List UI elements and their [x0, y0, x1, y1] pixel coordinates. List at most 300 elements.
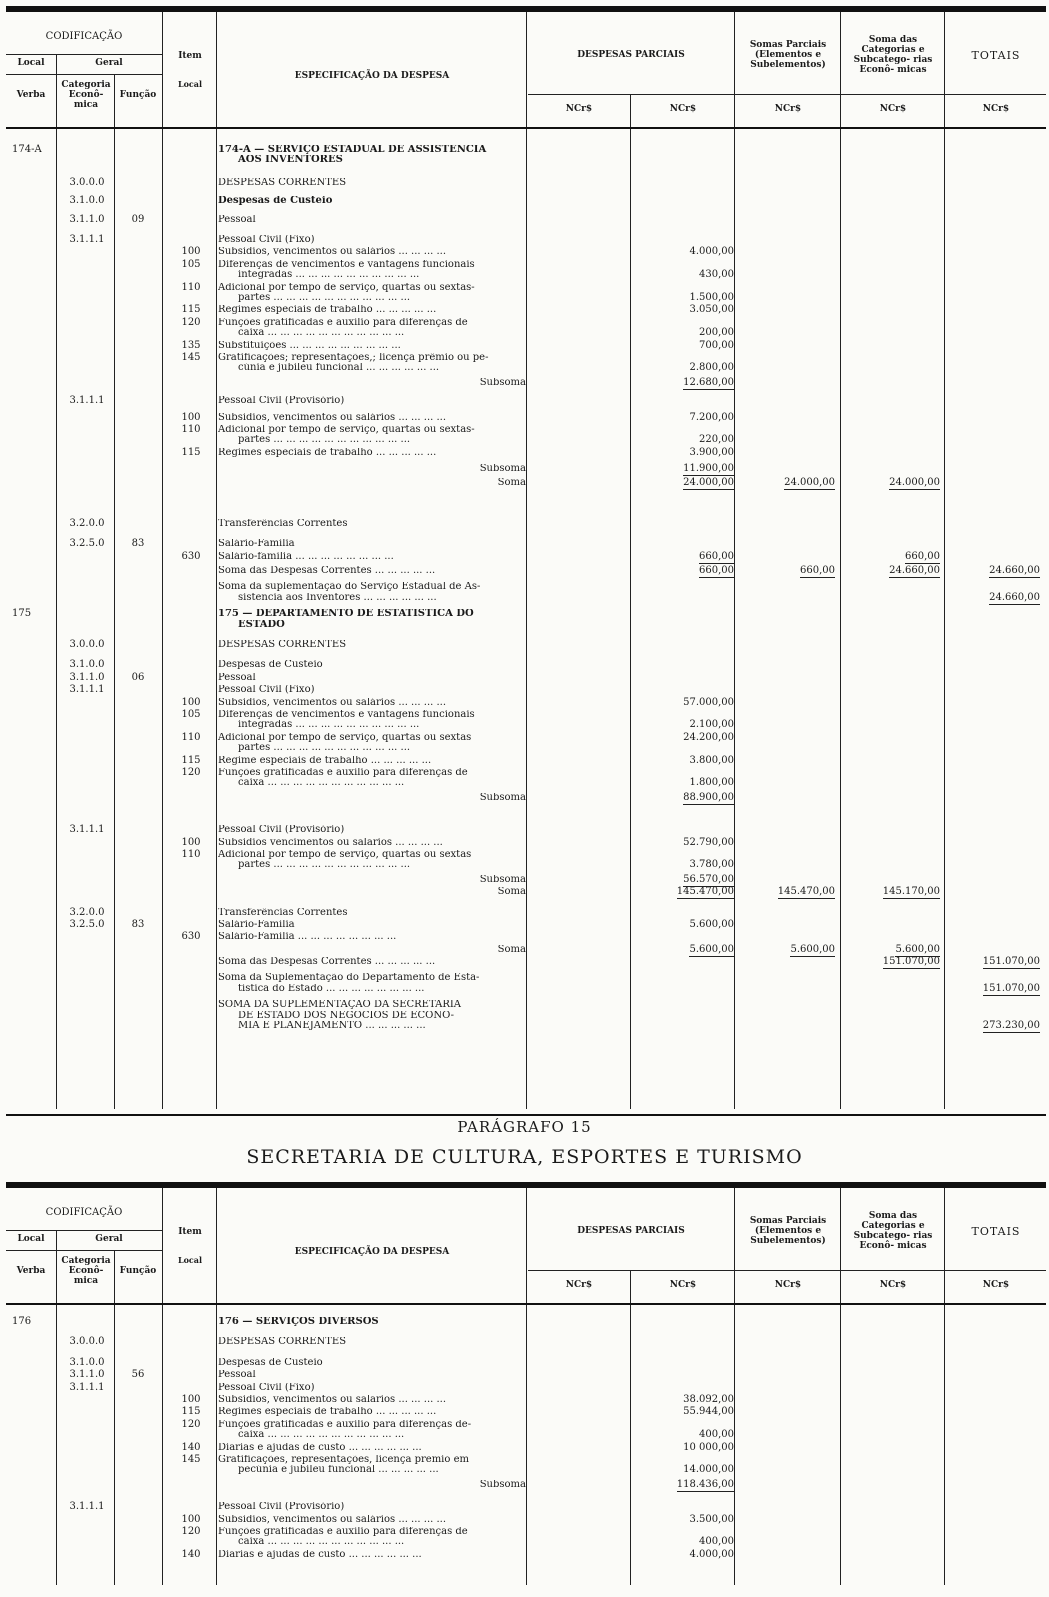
item-number: 120 [181, 766, 201, 778]
item-label: Item [178, 1227, 202, 1238]
ledger-row [6, 1480, 1046, 1490]
expense-description [218, 973, 526, 994]
ledger-row [6, 673, 1046, 683]
description-line: Gratificações, representações, licença premio em [218, 1454, 469, 1465]
expense-description [218, 260, 526, 281]
expense-description [218, 932, 526, 942]
expense-description [218, 582, 526, 603]
expense-description [218, 1550, 526, 1560]
paragrafo-label: PARÁGRAFO 15 [457, 1118, 592, 1136]
description-line: Subsídios, vencimentos ou salários ... ... ... ... [218, 247, 447, 258]
amount-value: 1.800,00 [689, 777, 734, 789]
local-label: Local [17, 1234, 45, 1245]
description-line: Diarias e ajudas de custo ... ... ... ... ... ... [218, 1549, 422, 1560]
amount-a2 [636, 464, 734, 474]
table-body [6, 129, 1046, 1125]
description-line: Soma [497, 944, 526, 955]
description-line: Soma [497, 478, 526, 489]
ncr-unit: NCr$ [669, 1280, 697, 1291]
description-line: caixa ... ... ... ... ... ... ... ... ... ... ... [238, 1537, 405, 1548]
item-number: 110 [181, 281, 201, 293]
amount-a4 [844, 945, 940, 955]
item-number: 120 [181, 1525, 201, 1537]
amount-a2 [636, 247, 734, 257]
ncr-unit: NCr$ [879, 104, 907, 115]
expense-description [218, 196, 526, 206]
description-line: Soma das Despesas Correntes ... ... ... ... ... [218, 566, 436, 577]
item-number: 120 [181, 1418, 201, 1430]
ledger-row [6, 733, 1046, 754]
description-line: caixa ... ... ... ... ... ... ... ... ... ... ... [238, 1430, 405, 1441]
description-line: Pessoal [218, 672, 256, 683]
description-line: Subsoma [479, 464, 526, 475]
description-line: Pessoal Civil (Fixo) [218, 1382, 315, 1393]
description-line: 175 — DEPARTAMENTO DE ESTATISTICA DO [218, 609, 474, 620]
description-line: Pessoal [218, 214, 256, 225]
ledger-row [6, 196, 1046, 206]
amount-value: 12.680,00 [683, 376, 734, 388]
ledger-row [6, 945, 1046, 955]
amount-a2 [636, 875, 734, 885]
despesas-parciais-label: DESPESAS PARCIAIS [577, 1226, 685, 1237]
categoria-code: 3.0.0.0 [69, 176, 105, 188]
totais-label: TOTAIS [971, 48, 1021, 62]
expense-description [218, 215, 526, 225]
ledger-row [6, 378, 1046, 388]
expense-description [218, 875, 526, 885]
item-number: 105 [181, 258, 201, 270]
ledger-row [6, 1550, 1046, 1560]
amount-value: 151.070,00 [982, 956, 1040, 968]
amount-a4 [844, 957, 940, 967]
amount-value: 56.570,00 [683, 873, 734, 885]
ledger-row [6, 1370, 1046, 1380]
description-line: Funções gratificadas e auxílio para diferenças de [218, 1526, 468, 1537]
amount-value: 4.000,00 [689, 246, 734, 258]
description-line: Salário-família ... ... ... ... ... ... ... ... [218, 551, 394, 562]
amount-a2 [636, 860, 734, 870]
amount-a5 [948, 593, 1040, 603]
amount-a2 [636, 720, 734, 730]
ledger-row [6, 1515, 1046, 1525]
amount-a2 [636, 448, 734, 458]
amount-a2 [636, 341, 734, 351]
ncr-unit: NCr$ [982, 104, 1010, 115]
description-line: AOS INVENTORES [238, 155, 343, 166]
amount-a3 [739, 887, 835, 897]
amount-value: 88.900,00 [683, 791, 734, 803]
soma-categorias-label: Soma das Categorias e Subcatego- rias Econô- micas [853, 35, 933, 75]
amount-value: 3.780,00 [689, 859, 734, 871]
description-line: Pessoal [218, 1370, 256, 1381]
ledger-row [6, 850, 1046, 871]
amount-value: 3.050,00 [689, 304, 734, 316]
description-line: Subsídios, vencimentos ou salários ... ... ... ... [218, 1514, 447, 1525]
item-number: 630 [181, 931, 201, 943]
ledger-row [6, 1000, 1046, 1031]
description-line: caixa ... ... ... ... ... ... ... ... ... ... ... [238, 328, 405, 339]
description-line: Despesas de Custeio [218, 660, 323, 671]
ledger-row [6, 215, 1046, 225]
ledger-row [6, 396, 1046, 406]
amount-value: 660,00 [905, 550, 940, 562]
description-line: Pessoal Civil (Provisório) [218, 396, 345, 407]
ledger-row [6, 582, 1046, 603]
categoria-code: 3.1.1.1 [69, 824, 105, 836]
expense-description [218, 850, 526, 871]
categoria-code: 3.1.1.1 [69, 395, 105, 407]
description-line: Diferenças de vencimentos e vantagens funcionais [218, 259, 475, 270]
expense-description [218, 945, 526, 955]
ledger-row [6, 464, 1046, 474]
description-line: integradas ... ... ... ... ... ... ... ... ... ... [238, 720, 420, 731]
ledger-row [6, 838, 1046, 848]
description-line: Despesas de Custeio [218, 1357, 323, 1368]
ledger-row [6, 957, 1046, 967]
amount-a2 [636, 328, 734, 338]
ledger-row [6, 260, 1046, 281]
expense-description [218, 1383, 526, 1393]
amount-a2 [636, 838, 734, 848]
description-line: Soma das Despesas Correntes ... ... ... ... ... [218, 957, 436, 968]
description-line: 176 — SERVIÇOS DIVERSOS [218, 1317, 379, 1327]
budget-table-2 [6, 1182, 1046, 1597]
section-heading [0, 1118, 1049, 1168]
amount-value: 151.070,00 [882, 956, 940, 968]
item-number: 100 [181, 1513, 201, 1525]
ledger-row [6, 875, 1046, 885]
amount-a2 [636, 756, 734, 766]
item-number: 115 [181, 304, 201, 316]
amount-a2 [636, 1515, 734, 1525]
ncr-unit: NCr$ [565, 1280, 593, 1291]
ledger-row [6, 283, 1046, 304]
description-line: MIA E PLANEJAMENTO ... ... ... ... ... [238, 1021, 426, 1032]
expense-description [218, 1515, 526, 1525]
ledger-row [6, 145, 1046, 166]
expense-description [218, 519, 526, 529]
description-line: Regimes especiais de trabalho ... ... ... ... ... [218, 305, 437, 316]
amount-value: 220,00 [699, 434, 734, 446]
expense-description [218, 566, 526, 576]
ledger-row [6, 685, 1046, 695]
description-line: partes ... ... ... ... ... ... ... ... ... ... ... [238, 743, 411, 754]
codificacao-label: CODIFICAÇÃO [45, 30, 123, 42]
verba-label: Verba [16, 90, 46, 101]
ledger-row [6, 768, 1046, 789]
funcao-code: 06 [131, 671, 145, 683]
expense-description [218, 448, 526, 458]
amount-a2 [636, 1395, 734, 1405]
amount-value: 2.100,00 [689, 719, 734, 731]
amount-value: 660,00 [699, 550, 734, 562]
description-line: Adicional por tempo de serviço, quartas ou sextas- [218, 282, 475, 293]
description-line: Soma da Suplementação do Departamento de Esta- [218, 973, 480, 984]
amount-value: 145.170,00 [882, 886, 940, 898]
description-line: DE ESTADO DOS NEGÓCIOS DE ECONO- [238, 1010, 455, 1021]
description-line: Pessoal Civil (Provisório) [218, 1502, 345, 1513]
description-line: Subsidios vencimentos ou salarios ... ... ... ... [218, 837, 443, 848]
expense-description [218, 793, 526, 803]
totais-label: TOTAIS [971, 1224, 1021, 1238]
item-number: 100 [181, 836, 201, 848]
funcao-label: Função [119, 1266, 157, 1277]
item-number: 115 [181, 1406, 201, 1418]
expense-description [218, 145, 526, 166]
amount-a2 [636, 1407, 734, 1417]
amount-value: 5.600,00 [689, 918, 734, 930]
amount-value: 400,00 [699, 1429, 734, 1441]
expense-description [218, 908, 526, 918]
description-line: caixa ... ... ... ... ... ... ... ... ... ... ... [238, 778, 405, 789]
ledger-row [6, 318, 1046, 339]
categoria-code: 3.1.1.1 [69, 233, 105, 245]
expense-description [218, 247, 526, 257]
amount-value: 38.092,00 [683, 1393, 734, 1405]
description-line: Soma da suplementação do Serviço Estadual de As- [218, 582, 481, 593]
amount-a2 [636, 552, 734, 562]
ledger-row [6, 1407, 1046, 1417]
funcao-code: 83 [131, 918, 145, 930]
amount-a2 [636, 1465, 734, 1475]
expense-description [218, 609, 526, 630]
expense-description [218, 478, 526, 488]
amount-a3 [739, 945, 835, 955]
amount-a2 [636, 363, 734, 373]
amount-value: 273.230,00 [982, 1020, 1040, 1032]
amount-a2 [636, 270, 734, 280]
description-line: Subsoma [479, 792, 526, 803]
amount-value: 145.470,00 [676, 886, 734, 898]
description-line: Regimes especiais de trabalho ... ... ... ... ... [218, 1407, 437, 1418]
expense-description [218, 235, 526, 245]
ledger-row [6, 825, 1046, 835]
verba-label: Verba [16, 1266, 46, 1277]
amount-value: 10 000,00 [683, 1441, 734, 1453]
amount-value: 5.600,00 [689, 943, 734, 955]
item-number: 110 [181, 423, 201, 435]
description-line: Gratificações; representações,; licença prêmio ou pe- [218, 352, 489, 363]
local-label: Local [17, 58, 45, 69]
expense-description [218, 673, 526, 683]
item-label: Item [178, 51, 202, 62]
ncr-unit: NCr$ [774, 1280, 802, 1291]
ledger-row [6, 1337, 1046, 1347]
amount-value: 7.200,00 [689, 411, 734, 423]
item-number: 100 [181, 246, 201, 258]
ncr-unit: NCr$ [982, 1280, 1010, 1291]
especificacao-label: ESPECIFICAÇÃO DA DESPESA [294, 1247, 450, 1258]
expense-description [218, 396, 526, 406]
expense-description [218, 957, 526, 967]
description-line: DESPESAS CORRENTES [218, 640, 347, 651]
expense-description [218, 1317, 526, 1327]
categoria-code: 3.1.1.0 [69, 671, 105, 683]
description-line: Subsoma [479, 1479, 526, 1490]
ledger-row [6, 519, 1046, 529]
categoria-code: 3.2.0.0 [69, 906, 105, 918]
expense-description [218, 1000, 526, 1031]
table-header [6, 1188, 1046, 1305]
amount-a5 [948, 566, 1040, 576]
expense-description [218, 685, 526, 695]
amount-value: 700,00 [699, 339, 734, 351]
ledger-row [6, 920, 1046, 930]
amount-value: 24.200,00 [683, 731, 734, 743]
ledger-row [6, 341, 1046, 351]
amount-a2 [636, 887, 734, 897]
expense-description [218, 1358, 526, 1368]
item-number: 100 [181, 1393, 201, 1405]
item-number: 115 [181, 754, 201, 766]
ledger-row [6, 178, 1046, 188]
categoria-code: 3.1.0.0 [69, 195, 105, 207]
description-line: Subsídios, vencimentos ou salários ... ... ... ... [218, 412, 447, 423]
ledger-row [6, 793, 1046, 803]
ledger-row [6, 425, 1046, 446]
ledger-row [6, 413, 1046, 423]
amount-value: 24.000,00 [683, 477, 734, 489]
ledger-row [6, 660, 1046, 670]
amount-a2 [636, 378, 734, 388]
description-line: partes ... ... ... ... ... ... ... ... ... ... ... [238, 435, 411, 446]
ledger-row [6, 973, 1046, 994]
item-number: 135 [181, 339, 201, 351]
ledger-row [6, 698, 1046, 708]
item-local-label: Local [177, 1254, 203, 1265]
verba-code: 174-A [12, 144, 42, 155]
item-number: 140 [181, 1441, 201, 1453]
ledger-row [6, 1317, 1046, 1327]
expense-description [218, 1395, 526, 1405]
ledger-row [6, 756, 1046, 766]
ncr-unit: NCr$ [669, 104, 697, 115]
description-line: integradas ... ... ... ... ... ... ... ... ... ... [238, 270, 420, 281]
expense-description [218, 464, 526, 474]
verba-code: 176 [12, 1316, 32, 1327]
expense-description [218, 425, 526, 446]
amount-a4 [844, 552, 940, 562]
description-line: Pessoal Civil (Fixo) [218, 234, 315, 245]
ncr-unit: NCr$ [774, 104, 802, 115]
amount-a2 [636, 566, 734, 576]
expense-description [218, 1502, 526, 1512]
description-line: Funções gratificadas e auxílio para diferenças de [218, 767, 468, 778]
description-line: Funções gratificadas e auxílio para diferenças de [218, 317, 468, 328]
description-line: Diferenças de vencimentos e vantagens funcionais [218, 709, 475, 720]
expense-description [218, 1480, 526, 1490]
description-line: 174-A — SERVIÇO ESTADUAL DE ASSISTÊNCIA [218, 145, 487, 155]
expense-description [218, 341, 526, 351]
amount-value: 24.000,00 [889, 477, 940, 489]
item-local-label: Local [177, 78, 203, 89]
description-line: Adicional por tempo de serviço, quartas ou sextas [218, 849, 472, 860]
ledger-row [6, 1395, 1046, 1405]
amount-a4 [844, 478, 940, 488]
amount-value: 4.000,00 [689, 1548, 734, 1560]
amount-value: 660,00 [800, 565, 835, 577]
amount-a2 [636, 778, 734, 788]
amount-a4 [844, 887, 940, 897]
amount-value: 2.800,00 [689, 362, 734, 374]
item-number: 110 [181, 848, 201, 860]
ledger-row [6, 1420, 1046, 1441]
categoria-code: 3.2.5.0 [69, 538, 105, 550]
description-line: ESTADO [238, 619, 285, 630]
amount-value: 57.000,00 [683, 696, 734, 708]
amount-value: 24.000,00 [784, 477, 835, 489]
description-line: Regimes especiais de trabalho ... ... ... ... ... [218, 447, 437, 458]
expense-description [218, 539, 526, 549]
expense-description [218, 838, 526, 848]
amount-value: 52.790,00 [683, 836, 734, 848]
description-line: Despesas de Custeio [218, 196, 333, 207]
description-line: Transferências Correntes [218, 907, 348, 918]
expense-description [218, 552, 526, 562]
description-line: Regime especiais de trabalho ... ... ... ... ... [218, 755, 432, 766]
amount-value: 24.660,00 [989, 591, 1040, 603]
description-line: Adicional por tempo de serviço, quartas ou sextas [218, 732, 472, 743]
description-line: Adicional por tempo de serviço, quartas ou sextas- [218, 424, 475, 435]
amount-value: 430,00 [699, 269, 734, 281]
ledger-row [6, 305, 1046, 315]
amount-value: 5.600,00 [895, 943, 940, 955]
expense-description [218, 353, 526, 374]
amount-a3 [739, 566, 835, 576]
amount-value: 3.900,00 [689, 446, 734, 458]
item-number: 145 [181, 351, 201, 363]
amount-a2 [636, 793, 734, 803]
funcao-label: Função [119, 90, 157, 101]
amount-value: 14.000,00 [683, 1464, 734, 1476]
description-line: Subsoma [479, 874, 526, 885]
item-number: 120 [181, 316, 201, 328]
ledger-row [6, 1443, 1046, 1453]
amount-value: 660,00 [699, 565, 734, 577]
categoria-label: Categoria Econô- mica [61, 80, 111, 110]
amount-value: 400,00 [699, 1536, 734, 1548]
categoria-code: 3.1.1.0 [69, 1369, 105, 1381]
amount-value: 5.600,00 [790, 943, 835, 955]
amount-value: 24.660,00 [989, 565, 1040, 577]
amount-a2 [636, 698, 734, 708]
amount-a2 [636, 920, 734, 930]
categoria-code: 3.0.0.0 [69, 1336, 105, 1348]
categoria-code: 3.1.1.1 [69, 1381, 105, 1393]
item-number: 115 [181, 446, 201, 458]
soma-categorias-label: Soma das Categorias e Subcatego- rias Econô- micas [853, 1211, 933, 1251]
item-number: 140 [181, 1548, 201, 1560]
table-body [6, 1305, 1046, 1597]
expense-description [218, 698, 526, 708]
categoria-code: 3.1.1.1 [69, 684, 105, 696]
amount-a2 [636, 1480, 734, 1490]
ledger-row [6, 609, 1046, 630]
expense-description [218, 1455, 526, 1476]
description-line: Substituições ... ... ... ... ... ... ... ... ... [218, 340, 401, 351]
amount-a5 [948, 1021, 1040, 1031]
ledger-row [6, 552, 1046, 562]
geral-label: Geral [95, 58, 123, 69]
description-line: Salário-Família [218, 539, 295, 550]
amount-value: 11.900,00 [683, 463, 734, 475]
ncr-unit: NCr$ [565, 104, 593, 115]
amount-value: 200,00 [699, 327, 734, 339]
categoria-code: 3.0.0.0 [69, 639, 105, 651]
despesas-parciais-label: DESPESAS PARCIAIS [577, 50, 685, 61]
amount-a2 [636, 1550, 734, 1560]
description-line: Subsidios, vencimentos ou salarios ... ... ... ... [218, 1394, 447, 1405]
